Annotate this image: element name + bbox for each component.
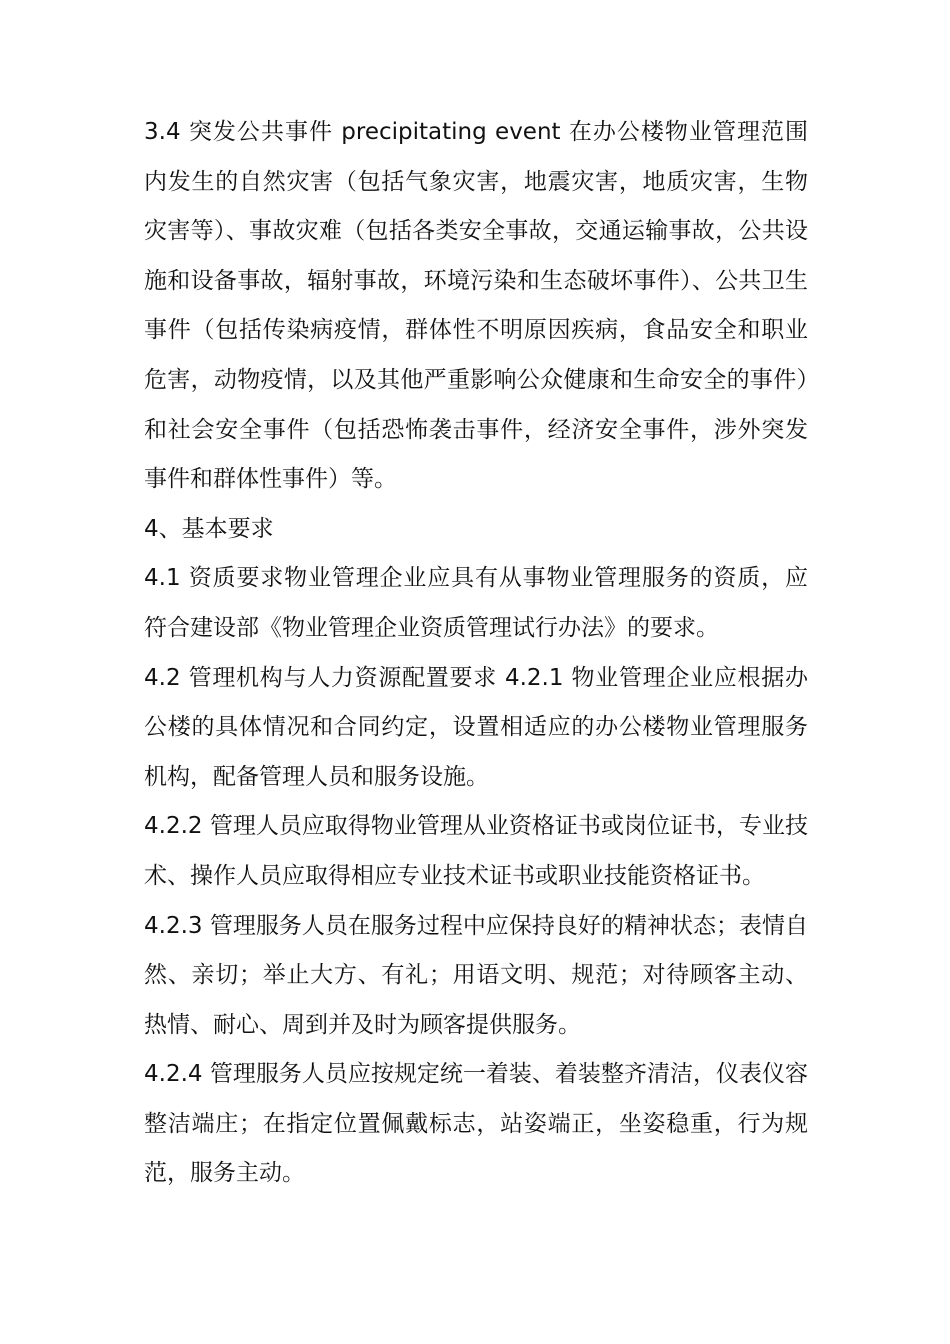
paragraph-4-2-2-certificates: 4.2.2 管理人员应取得物业管理从业资格证书或岗位证书，专业技术、操作人员应取得相应专业技术证书或职业技能资格证书。 — [144, 813, 808, 889]
paragraph-3-4-public-emergency: 3.4 突发公共事件 precipitating event 在办公楼物业管理范围内发生的自然灾害（包括气象灾害，地震灾害，地质灾害，生物灾害等）、事故灾难（包括各类安全事故，交通运输事故，公共设施和设备事故，辐射事故，环境污染和生态破坏事件）、公共卫生事件（包括传染病疫情，群体性不明原因疾病，食品安全和职业危害，动物疫情，以及其他严重影响公众健康和生命安全的事件）和社会安全事件（包括恐怖袭击事件，经济安全事件，涉外突发事件和群体性事件）等。 — [144, 119, 808, 493]
paragraph-4-2-organization-staffing: 4.2 管理机构与人力资源配置要求 4.2.1 物业管理企业应根据办公楼的具体情况和合同约定，设置相适应的办公楼物业管理服务机构，配备管理人员和服务设施。 — [144, 664, 808, 790]
paragraph-4-2-4-dress-code: 4.2.4 管理服务人员应按规定统一着装、着装整齐清洁，仪表仪容整洁端庄；在指定位置佩戴标志，站姿端正，坐姿稳重，行为规范，服务主动。 — [144, 1061, 808, 1187]
document-body — [144, 108, 808, 1199]
section-heading-basic-requirements: 4、基本要求 — [144, 515, 274, 542]
paragraph-4-2-3-service-attitude: 4.2.3 管理服务人员在服务过程中应保持良好的精神状态；表情自然、亲切；举止大方、有礼；用语文明、规范；对待顾客主动、热情、耐心、周到并及时为顾客提供服务。 — [144, 912, 808, 1038]
paragraph-4-1-qualification: 4.1 资质要求物业管理企业应具有从事物业管理服务的资质，应符合建设部《物业管理企业资质管理试行办法》的要求。 — [144, 565, 808, 641]
